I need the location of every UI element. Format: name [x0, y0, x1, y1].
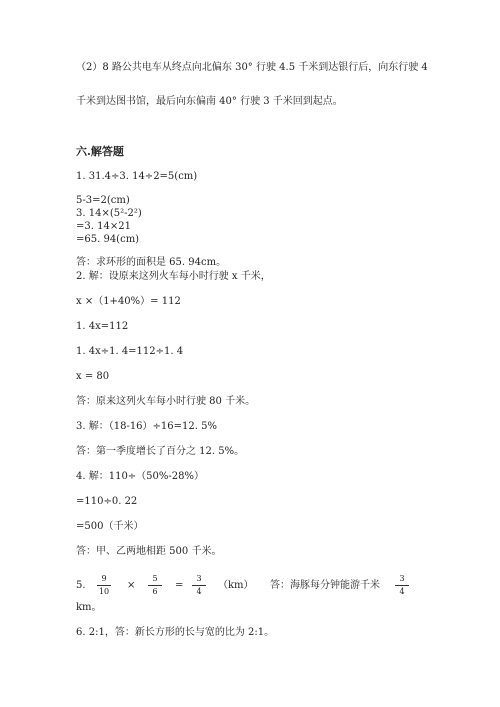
s2-line-5: x = 80 [76, 371, 110, 382]
s1-line-1: 1. 31.4÷3. 14÷2=5(cm) [76, 171, 198, 182]
fraction-numerator: 9 [101, 574, 107, 583]
fraction-numerator: 3 [399, 574, 405, 583]
s1-line-2: 5-3=2(cm) [76, 195, 130, 206]
s2-line-1: 2. 解：设原来这列火车每小时行驶 x 千米， [76, 271, 271, 282]
s5-fraction-3 [190, 574, 208, 597]
s3-line-1: 3. 解：（18-16）÷16=12. 5% [76, 421, 217, 432]
fraction-denominator: 4 [399, 587, 405, 596]
s5-answer: 答：海豚每分钟能游千米 [270, 580, 380, 591]
s3-answer: 答：第一季度增长了百分之 12. 5%。 [76, 446, 245, 457]
s5-fraction-2 [146, 574, 164, 597]
s5-fraction-4 [393, 574, 411, 597]
fraction-bar [97, 585, 111, 586]
s1-line-4: =3. 14×21 [76, 221, 131, 232]
s2-line-4: 1. 4x÷1. 4=112÷1. 4 [76, 346, 184, 357]
s5-tail: km。 [76, 602, 102, 613]
s4-line-3: =500（千米） [76, 521, 144, 532]
s4-line-2: =110÷0. 22 [76, 496, 138, 507]
s5-unit: （km） [218, 580, 254, 591]
s2-answer: 答：原来这列火车每小时行驶 80 千米。 [76, 396, 256, 407]
s5-times-sign: × [127, 580, 136, 591]
s4-line-1: 4. 解：110÷（50%-28%） [76, 471, 205, 482]
fraction-bar [148, 585, 162, 586]
s1-line-5: =65. 94(cm) [76, 234, 140, 245]
fraction-numerator: 3 [196, 574, 202, 583]
fraction-bar [192, 585, 206, 586]
s2-line-2: x ×（1+40%）= 112 [76, 296, 181, 307]
s1-line-3: 3. 14×(5²-2²) [76, 208, 142, 219]
s5-fraction-1 [95, 574, 113, 597]
s5-equals-sign: = [175, 580, 184, 591]
s5-number: 5. [76, 580, 86, 591]
s6-line: 6. 2:1，答：新长方形的长与宽的比为 2:1。 [76, 627, 275, 638]
fraction-denominator: 10 [98, 587, 110, 596]
section-title: 六.解答题 [76, 145, 124, 158]
q2-line-1: （2）8 路公共电车从终点向北偏东 30° 行驶 4.5 千米到达银行后，向东行驶 4 [76, 62, 428, 73]
s1-answer: 答：求环形的面积是 65. 94cm。 [76, 257, 227, 268]
s4-answer: 答：甲、乙两地相距 500 千米。 [76, 546, 222, 557]
fraction-denominator: 4 [196, 587, 202, 596]
s2-line-3: 1. 4x=112 [76, 321, 129, 332]
q2-line-2: 千米到达图书馆，最后向东偏南 40° 行驶 3 千米回到起点。 [76, 96, 343, 107]
fraction-numerator: 5 [152, 574, 158, 583]
fraction-bar [395, 585, 409, 586]
fraction-denominator: 6 [152, 587, 158, 596]
